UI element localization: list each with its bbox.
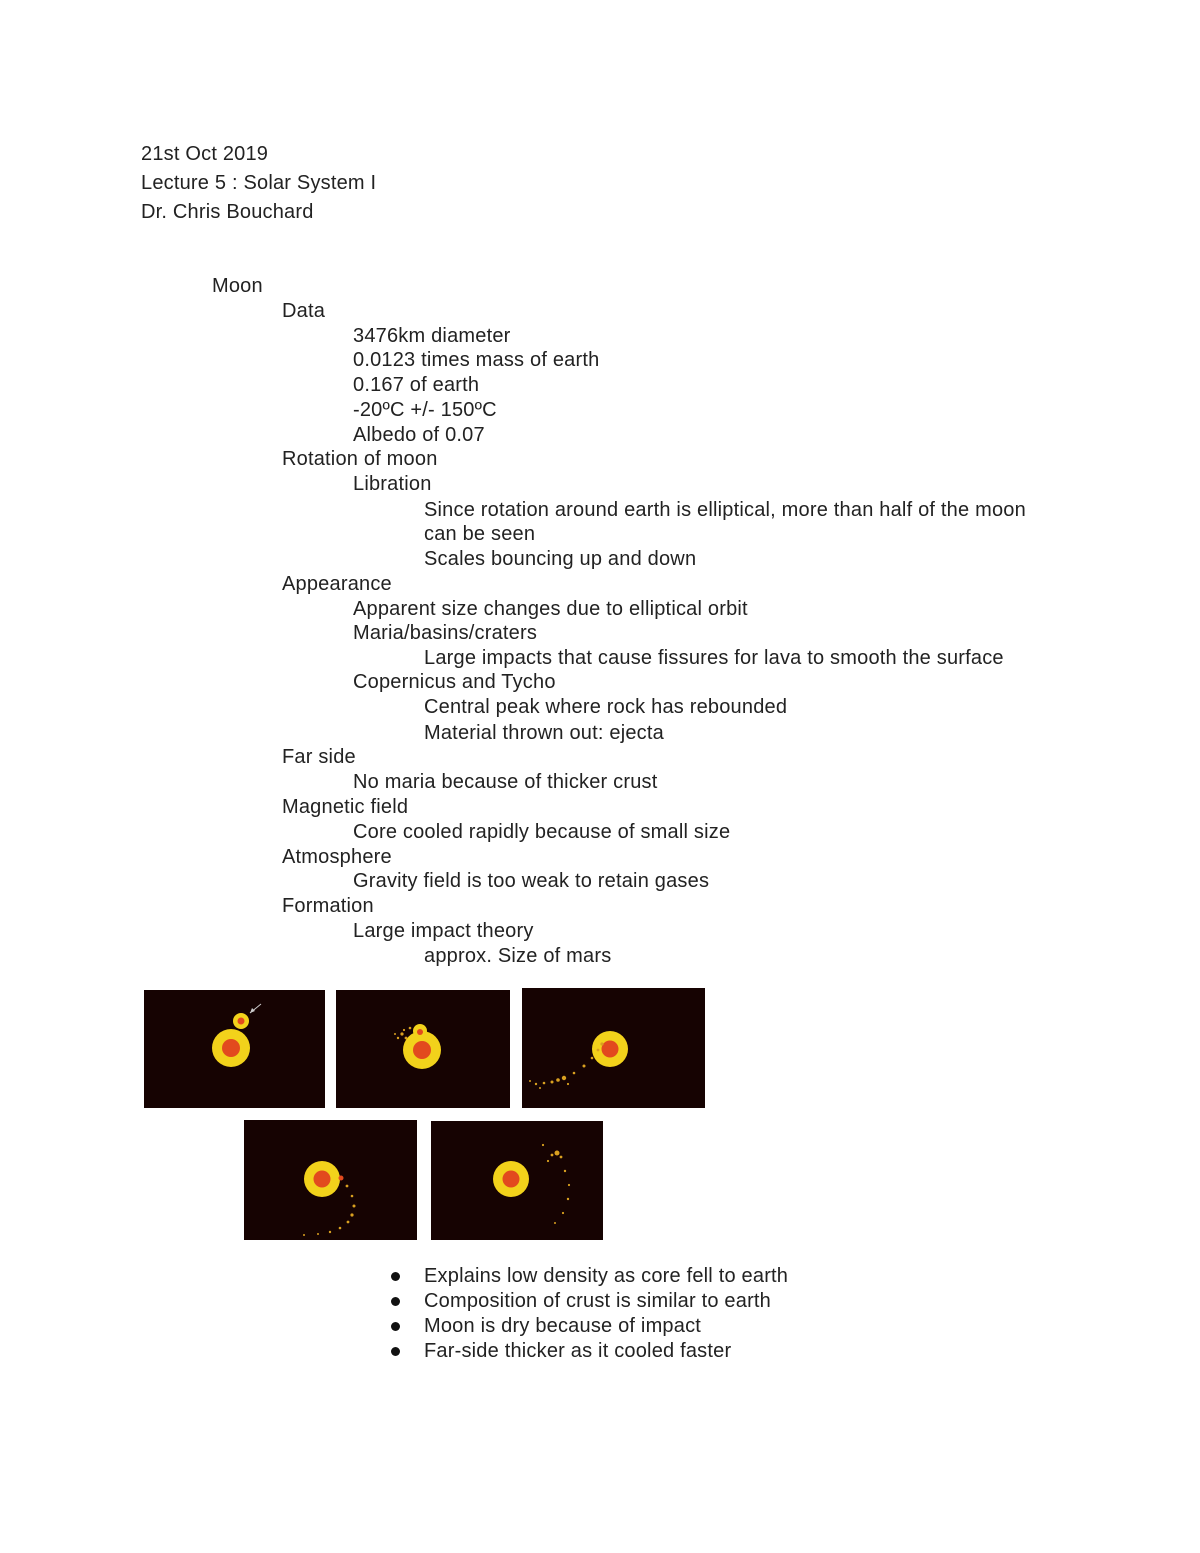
formation-detail: approx. Size of mars [424, 945, 612, 967]
data-heading: Data [282, 300, 326, 322]
debris-particle [567, 1083, 569, 1085]
appearance-item: Apparent size changes due to elliptical orbit [353, 598, 748, 620]
debris-particle [542, 1144, 544, 1146]
appearance-detail: Material thrown out: ejecta [424, 722, 664, 744]
debris-particle [551, 1154, 554, 1157]
impactor-core [238, 1018, 245, 1025]
earth-core [503, 1171, 520, 1188]
bullet-text: Explains low density as core fell to earth [424, 1265, 789, 1287]
impact-frame-1 [144, 990, 325, 1108]
lecturer-name: Dr. Chris Bouchard [141, 201, 314, 223]
debris-particle [551, 1081, 554, 1084]
debris-particle [556, 1078, 560, 1082]
debris-particle [562, 1212, 564, 1214]
impact-frame-3-drawing [522, 988, 705, 1108]
debris-particle [317, 1233, 319, 1235]
debris-particle [573, 1072, 576, 1075]
bullet-icon [391, 1322, 400, 1331]
earth-core [314, 1171, 331, 1188]
appearance-heading: Appearance [282, 573, 392, 595]
data-item: 0.167 of earth [353, 374, 480, 396]
debris-particle [397, 1037, 399, 1039]
rotation-heading: Rotation of moon [282, 448, 438, 470]
libration-heading: Libration [353, 473, 432, 495]
impact-frame-2 [336, 990, 510, 1108]
appearance-detail: Large impacts that cause fissures for lava to smooth the surface [424, 647, 1004, 669]
debris-particle [591, 1057, 594, 1060]
debris-particle [568, 1184, 570, 1186]
impactor-core [417, 1029, 423, 1035]
topic-heading: Moon [212, 275, 263, 297]
debris-particle [394, 1033, 396, 1035]
debris-particle [405, 1037, 408, 1040]
arrow-head [250, 1008, 255, 1013]
far-side-heading: Far side [282, 746, 356, 768]
debris-particle [554, 1222, 556, 1224]
impact-frame-5-drawing [431, 1121, 603, 1240]
debris-particle [547, 1160, 549, 1162]
impact-frame-5 [431, 1121, 603, 1240]
libration-detail: Since rotation around earth is elliptical, more than half of the moon [424, 499, 1026, 521]
data-item: 3476km diameter [353, 325, 511, 347]
bullet-icon [391, 1347, 400, 1356]
impact-frame-4 [244, 1120, 417, 1240]
lecture-title: Lecture 5 : Solar System I [141, 172, 377, 194]
debris-particle [303, 1234, 305, 1236]
date-line: 21st Oct 2019 [141, 143, 269, 165]
bullet-icon [391, 1272, 400, 1281]
debris-particle [400, 1032, 403, 1035]
libration-detail: can be seen [424, 523, 536, 545]
impact-frame-1-drawing [144, 990, 325, 1108]
earth-core [222, 1039, 240, 1057]
atmosphere-heading: Atmosphere [282, 846, 392, 868]
debris-particle [535, 1083, 537, 1085]
debris-particle [350, 1213, 353, 1216]
bullet-text: Composition of crust is similar to earth [424, 1290, 772, 1312]
debris-particle [409, 1027, 412, 1030]
bullet-text: Moon is dry because of impact [424, 1315, 702, 1337]
debris-particle [567, 1198, 569, 1200]
debris-particle [346, 1185, 349, 1188]
appearance-detail: Central peak where rock has rebounded [424, 696, 788, 718]
debris-particle [564, 1170, 566, 1172]
libration-detail: Scales bouncing up and down [424, 548, 697, 570]
debris-particle [339, 1227, 342, 1230]
debris-particle [600, 1042, 603, 1045]
bullet-icon [391, 1297, 400, 1306]
debris-particle [560, 1156, 563, 1159]
formation-item: Large impact theory [353, 920, 534, 942]
debris-particle [543, 1082, 546, 1085]
debris-particle [351, 1195, 354, 1198]
formation-heading: Formation [282, 895, 374, 917]
magnetic-heading: Magnetic field [282, 796, 409, 818]
debris-particle [529, 1080, 531, 1082]
debris-particle [329, 1231, 331, 1233]
earth-core [602, 1041, 619, 1058]
appearance-item: Maria/basins/craters [353, 622, 538, 644]
debris-particle [562, 1076, 566, 1080]
debris-particle [555, 1151, 560, 1156]
data-item: 0.0123 times mass of earth [353, 349, 600, 371]
atmosphere-item: Gravity field is too weak to retain gases [353, 870, 710, 892]
appearance-item: Copernicus and Tycho [353, 671, 556, 693]
earth-core [413, 1041, 431, 1059]
magnetic-item: Core cooled rapidly because of small size [353, 821, 731, 843]
impact-frame-4-drawing [244, 1120, 417, 1240]
far-side-item: No maria because of thicker crust [353, 771, 658, 793]
impact-frame-3 [522, 988, 705, 1108]
debris-particle [597, 1049, 600, 1052]
debris-particle [347, 1221, 350, 1224]
debris-particle [539, 1087, 541, 1089]
impact-frame-2-drawing [336, 990, 510, 1108]
debris-particle [339, 1176, 344, 1181]
bullet-text: Far-side thicker as it cooled faster [424, 1340, 732, 1362]
data-item: Albedo of 0.07 [353, 424, 485, 446]
debris-particle [583, 1065, 586, 1068]
debris-particle [353, 1205, 356, 1208]
debris-particle [403, 1029, 405, 1031]
data-item: -20ºC +/- 150ºC [353, 399, 497, 421]
